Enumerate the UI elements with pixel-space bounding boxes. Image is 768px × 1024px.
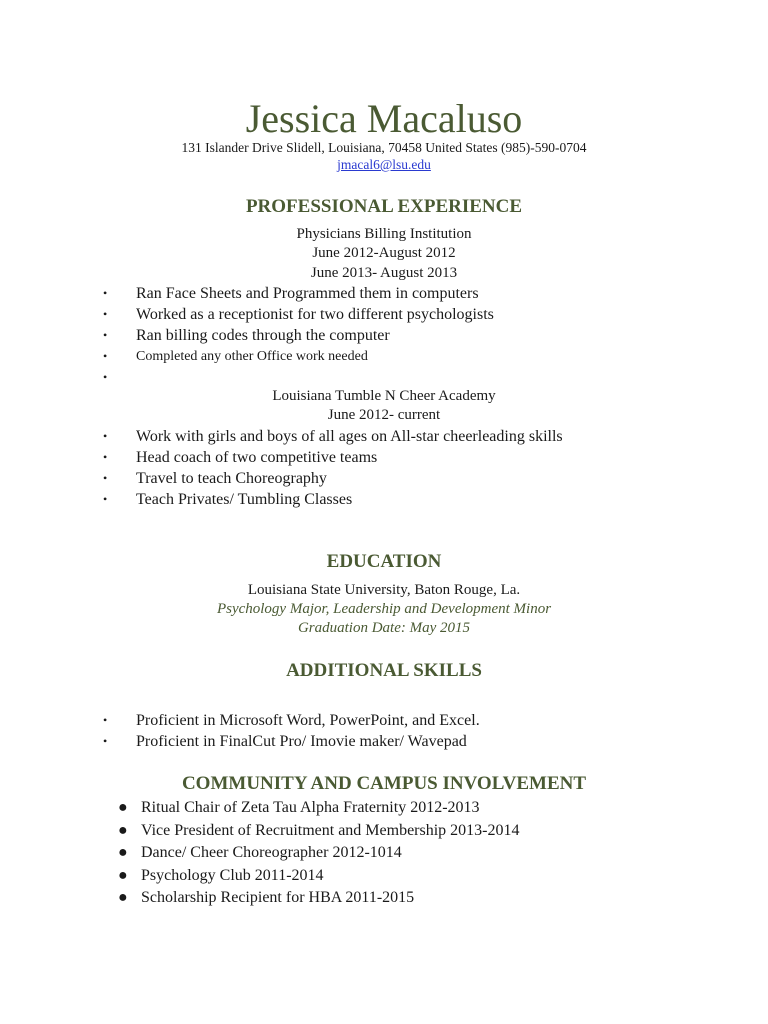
section-heading-community: COMMUNITY AND CAMPUS INVOLVEMENT — [181, 773, 587, 794]
education-major: Psychology Major, Leadership and Development Minor — [216, 601, 552, 617]
bullet-icon: ● — [118, 799, 128, 816]
list-item: ● Scholarship Recipient for HBA 2011-2015 — [141, 887, 701, 910]
list-item: • Head coach of two competitive teams — [103, 449, 378, 466]
list-item: • Completed any other Office work needed — [136, 346, 696, 367]
community-list — [118, 797, 701, 910]
list-item: • Work with girls and boys of all ages on All-star cheerleading skills — [103, 428, 563, 445]
bullet-icon: • — [103, 370, 108, 384]
list-item: ● Dance/ Cheer Choreographer 2012-1014 — [141, 842, 701, 865]
list-item: • Ran Face Sheets and Programmed them in computers — [103, 285, 479, 302]
list-item: • Teach Privates/ Tumbling Classes — [103, 491, 353, 508]
employer-1: Physicians Billing Institution — [296, 226, 472, 242]
email-link[interactable]: jmacal6@lsu.edu — [337, 157, 431, 172]
list-item — [103, 367, 696, 388]
bullet-icon: • — [103, 471, 108, 485]
list-item: • Proficient in Microsoft Word, PowerPoint, and Excel. — [103, 712, 480, 729]
list-item: • Ran billing codes through the computer — [103, 327, 390, 344]
list-item: • Worked as a receptionist for two different psychologists — [103, 306, 494, 323]
bullet-icon: • — [103, 349, 108, 363]
bullet-icon: ● — [118, 844, 128, 861]
bullet-icon: • — [103, 734, 108, 748]
bullet-icon: • — [103, 450, 108, 464]
section-heading-education: EDUCATION — [326, 551, 442, 572]
contact-address: 131 Islander Drive Slidell, Louisiana, 70458 United States (985)-590-0704 — [181, 140, 587, 155]
contact-email-line — [0, 157, 768, 173]
employer-1-date-2: June 2013- August 2013 — [310, 265, 458, 281]
education-school: Louisiana State University, Baton Rouge, La. — [247, 582, 521, 598]
employer-2-date: June 2012- current — [327, 407, 441, 423]
list-item: • Proficient in FinalCut Pro/ Imovie maker/ Wavepad — [103, 733, 467, 750]
skills-list — [103, 710, 696, 752]
bullet-icon: • — [103, 492, 108, 506]
bullet-icon: • — [103, 328, 108, 342]
resume-name: Jessica Macaluso — [245, 96, 523, 141]
education-graduation: Graduation Date: May 2015 — [297, 620, 471, 636]
employer-2: Louisiana Tumble N Cheer Academy — [272, 388, 496, 404]
bullet-icon: • — [103, 713, 108, 727]
employer-1-date-1: June 2012-August 2012 — [312, 245, 456, 261]
bullet-icon: ● — [118, 866, 128, 884]
list-item: • Travel to teach Choreography — [103, 470, 327, 487]
bullet-icon: • — [103, 429, 108, 443]
job-2-duties-list — [103, 426, 586, 510]
bullet-icon: ● — [118, 821, 128, 839]
section-heading-experience: PROFESSIONAL EXPERIENCE — [245, 196, 523, 217]
bullet-icon: • — [103, 286, 108, 300]
section-heading-skills: ADDITIONAL SKILLS — [286, 660, 482, 681]
job-1-duties-list — [103, 283, 696, 388]
list-item: ● Vice President of Recruitment and Membership 2013-2014 — [141, 820, 701, 843]
list-item: ● Ritual Chair of Zeta Tau Alpha Fraternity 2012-2013 — [141, 797, 701, 820]
bullet-icon: ● — [118, 889, 128, 906]
bullet-icon: • — [103, 307, 108, 321]
list-item: ● Psychology Club 2011-2014 — [141, 865, 701, 888]
